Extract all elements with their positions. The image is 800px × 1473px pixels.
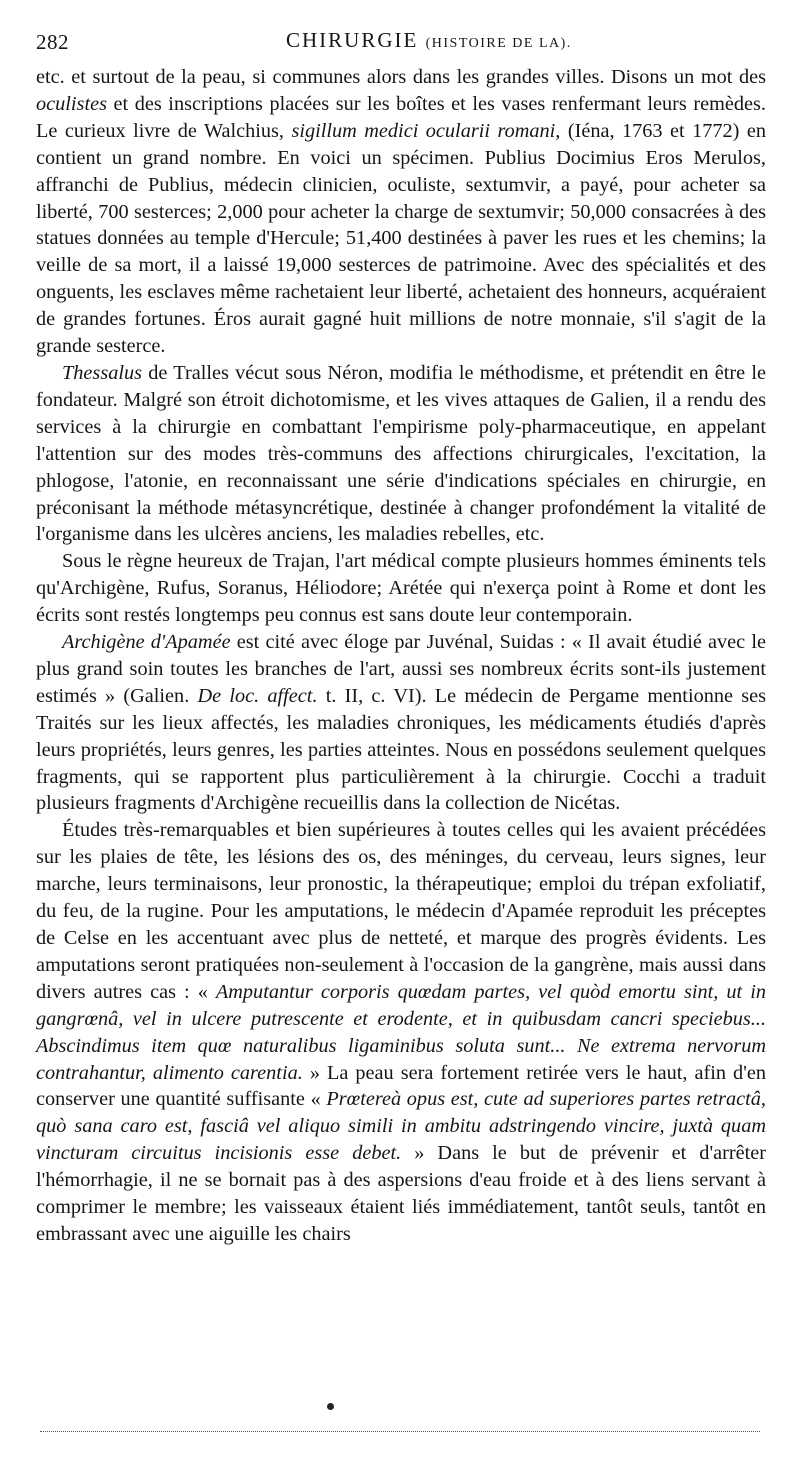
running-title-parenthetical: (HISTOIRE DE LA). xyxy=(425,36,572,51)
text-run: et des inscriptions placées sur les boîtes et les vases renfermant leurs remèdes. Le curieux livre de Walchius, xyxy=(36,92,766,142)
italic-run: Amputantur corporis quœdam partes, vel quòd emortu sint, ut in gangrœnâ, vel in ulcere putrescente et erodente, et in quibusdam cancri speciebus... Abscindimus item quœ naturalibus ligaminibus soluta sunt... Ne extrema nervorum contrahantur, alimento carentia. xyxy=(36,980,766,1084)
italic-run: Archigène d'Apamée xyxy=(62,631,231,654)
text-run: t. II, c. VI). Le médecin de Pergame mentionne ses Traités sur les lieux affectés, les maladies chroniques, les médicaments étudiés d'après leurs propriétés, leurs genres, les parties atteintes. Nous en possédons seulement quelques fragments, qui se rapportent plus particulièrement à la chirurgie. Cocchi a traduit plusieurs fragments d'Archigène recueillis dans la collection de Nicétas. xyxy=(36,684,766,815)
footer-rule xyxy=(40,1431,760,1432)
text-run: » Dans le but de prévenir et d'arrêter l'hémorrhagie, il ne se bornait pas à des aspersions d'eau froide et à des liens servant à comprimer le membre; les vaisseaux étaient liés immédiatement, tantôt seuls, tantôt en embrassant avec une aiguille les chairs xyxy=(36,1142,767,1245)
paragraph-oculistes xyxy=(36,64,766,360)
text-run: de Tralles vécut sous Néron, modifia le méthodisme, et prétendit en être le fondateur. Malgré son étroit dichotomisme, et les vives attaques de Galien, il a rendu des services à la chirurgie en combattant l'empirisme poly-pharmaceutique, en appelant l'attention sur des modes très-communs des affections chirurgicales, l'excitation, la phlogose, l'atonie, en reconnaissant une série d'indications spéciales en chirurgie, en préconisant la méthode métasyncrétique, destinée à changer profondément la vitalité de l'organisme dans les ulcères anciens, les maladies rebelles, etc. xyxy=(36,361,766,546)
italic-run: Prœtereà opus est, cute ad superiores partes retractâ, quò sana caro est, fasciâ vel aliquo simili in ambitu adstringendo vincire, juxtà quam vincturam circuitus incisionis esse debet. xyxy=(36,1088,766,1165)
italic-run: De loc. affect. xyxy=(197,684,318,707)
italic-run: oculistes xyxy=(36,92,107,115)
page-number: 282 xyxy=(36,30,69,54)
running-head xyxy=(36,26,766,60)
text-run: (Iéna, 1763 et 1772) en contient un grand nombre. En voici un spécimen. Publius Docimius Eros Merulos, affranchi de Publius, médecin clinicien, oculiste, sextumvir, a payé, pour acheter sa liberté, 700 sesterces; 2,000 pour acheter la charge de sextumvir; 50,000 consacrées à des statues données au temple d'Hercule; 51,400 destinées à paver les rues et les chemins; la veille de sa mort, il a laissé 19,000 sesterces de patrimoine. Avec des spécialités et des onguents, les esclaves même rachetaient leur liberté, achetaient des honneurs, acquéraient de grandes fortunes. Éros aurait gagné huit millions de notre monnaie, s'il s'agit de la grande sesterce. xyxy=(36,119,767,358)
text-run: » La peau sera fortement retirée vers le haut, afin d'en conserver une quantité suffisante « xyxy=(36,1061,766,1111)
paragraph-thessalus xyxy=(36,360,766,548)
paragraph-archigene xyxy=(36,629,766,817)
text-run: est cité avec éloge par Juvénal, Suidas : « Il avait étudié avec le plus grand soin toutes les branches de l'art, aussi ses nombreux écrits sont-ils justement estimés » (Galien. xyxy=(36,631,766,707)
text-run: Études très-remarquables et bien supérieures à toutes celles qui les avaient précédées sur les plaies de tête, les lésions des os, des méninges, du cerveau, leurs signes, leur marche, leurs terminaisons, leur pronostic, la thérapeutique; emploi du trépan exfoliatif, du feu, de la rugine. Pour les amputations, le médecin d'Apamée reproduit les préceptes de Celse en les accentuant avec plus de netteté, et marque des progrès évidents. Les amputations seront pratiquées non-seulement à l'occasion de la gangrène, mais aussi dans divers autres cas : « xyxy=(36,819,766,1003)
italic-run: Thessalus xyxy=(62,361,143,384)
paragraph-etudes xyxy=(36,817,766,1248)
paragraph-trajan xyxy=(36,548,766,629)
text-run: etc. et surtout de la peau, si communes alors dans les grandes villes. Disons un mot des xyxy=(36,66,766,88)
italic-run: sigillum medici ocularii romani, xyxy=(291,119,561,142)
text-run: Sous le règne heureux de Trajan, l'art médical compte plusieurs hommes éminents tels qu'Archigène, Rufus, Soranus, Héliodore; Arétée qui n'exerça point à Rome et dont les écrits sont restés longtemps peu connus est sans doute leur contemporain. xyxy=(36,550,766,627)
footer-ornament xyxy=(327,1403,334,1410)
body-text xyxy=(36,64,766,1248)
running-title xyxy=(286,28,572,53)
running-title-main: CHIRURGIE xyxy=(286,28,419,52)
